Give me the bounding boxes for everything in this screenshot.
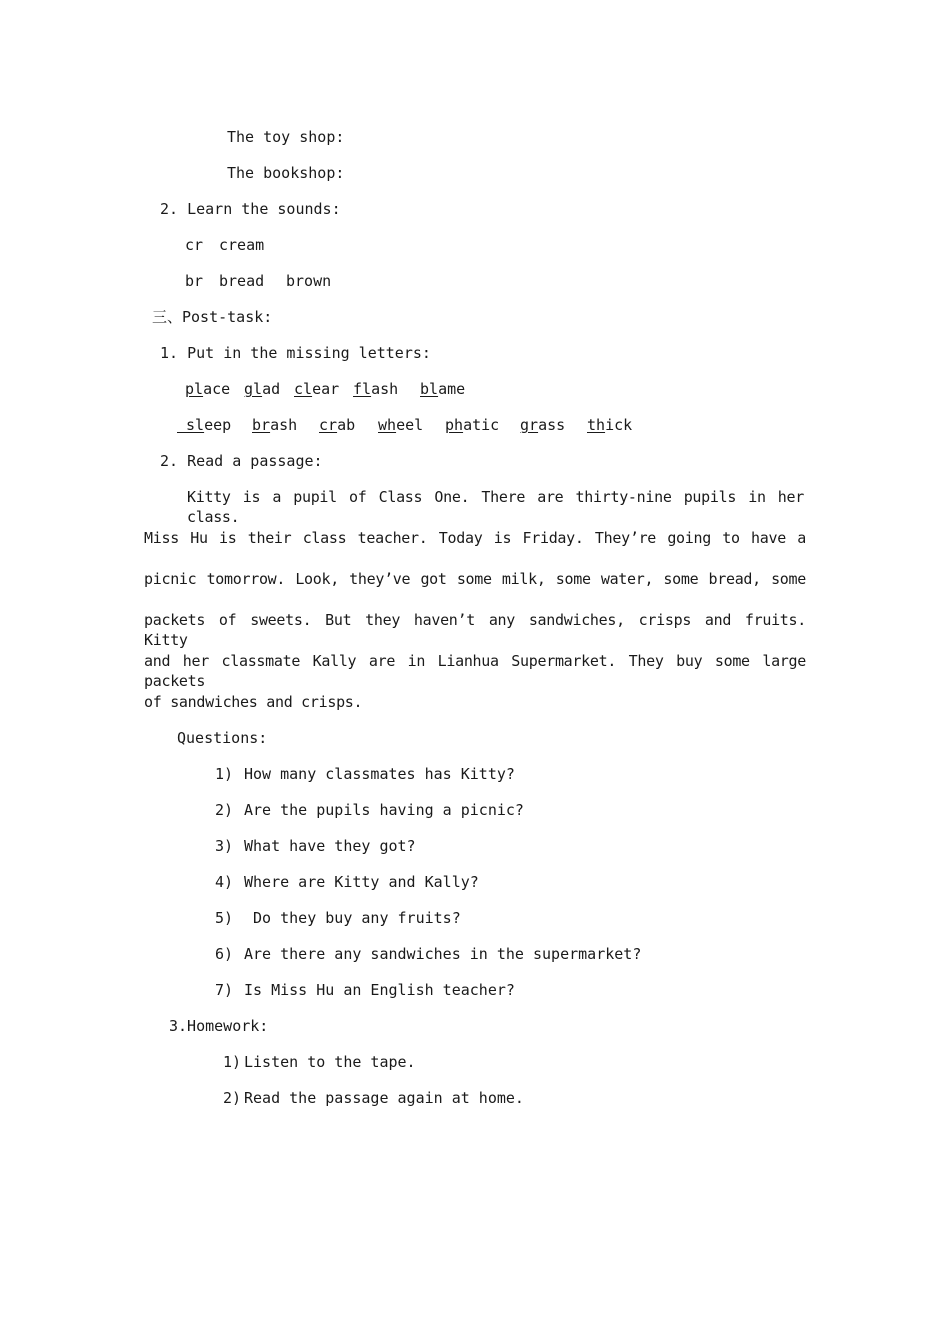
missing-letter-word: place [185,380,231,398]
passage-line: Miss Hu is their class teacher. Today is Friday. They’re going to have a [144,529,806,547]
missing-letter-word: sleep [177,416,232,434]
question-text: Are the pupils having a picnic? [244,801,524,819]
missing-letter-word: glad [244,380,281,398]
passage-line: Kitty is a pupil of Class One. There are thirty-nine pupils in her class. [187,488,804,526]
questions-heading: Questions: [177,729,268,747]
homework-heading: 3.Homework: [169,1017,269,1035]
passage-heading: 2. Read a passage: [160,452,323,470]
question-number: 1) [215,765,234,783]
question-number: 6) [215,945,234,963]
missing-letter-word: crab [319,416,356,434]
passage-line: picnic tomorrow. Look, they’ve got some milk, some water, some bread, some [144,570,806,588]
sound-blend-cr: cr [185,236,204,254]
missing-letter-word: thick [587,416,633,434]
post-task-heading: 三、Post-task: [152,308,273,326]
question-text: Do they buy any fruits? [244,909,461,927]
sound-word: cream [219,236,265,254]
sound-word: brown [286,272,332,290]
homework-text: Listen to the tape. [244,1053,416,1071]
question-text: Are there any sandwiches in the supermarket? [244,945,642,963]
homework-text: Read the passage again at home. [244,1089,524,1107]
question-text: How many classmates has Kitty? [244,765,515,783]
missing-letter-word: clear [294,380,340,398]
sound-blend-br: br [185,272,204,290]
question-number: 5) [215,909,234,927]
bookshop-label: The bookshop: [227,164,345,182]
question-number: 2) [215,801,234,819]
missing-letter-word: blame [420,380,466,398]
question-text: Is Miss Hu an English teacher? [244,981,515,999]
missing-letter-word: brash [252,416,298,434]
passage-line: and her classmate Kally are in Lianhua Supermarket. They buy some large packets [144,652,806,690]
passage-line: of sandwiches and crisps. [144,693,363,711]
homework-number: 1) [223,1053,242,1071]
question-text: Where are Kitty and Kally? [244,873,479,891]
missing-letter-word: phatic [445,416,500,434]
question-text: What have they got? [244,837,416,855]
missing-letter-word: wheel [378,416,424,434]
question-number: 4) [215,873,234,891]
question-number: 7) [215,981,234,999]
question-number: 3) [215,837,234,855]
sounds-heading: 2. Learn the sounds: [160,200,341,218]
passage-line: packets of sweets. But they haven’t any sandwiches, crisps and fruits. Kitty [144,611,806,649]
sound-word: bread [219,272,265,290]
missing-letter-word: flash [353,380,399,398]
homework-number: 2) [223,1089,242,1107]
missing-letter-word: grass [520,416,566,434]
missing-letters-heading: 1. Put in the missing letters: [160,344,431,362]
toy-shop-label: The toy shop: [227,128,345,146]
